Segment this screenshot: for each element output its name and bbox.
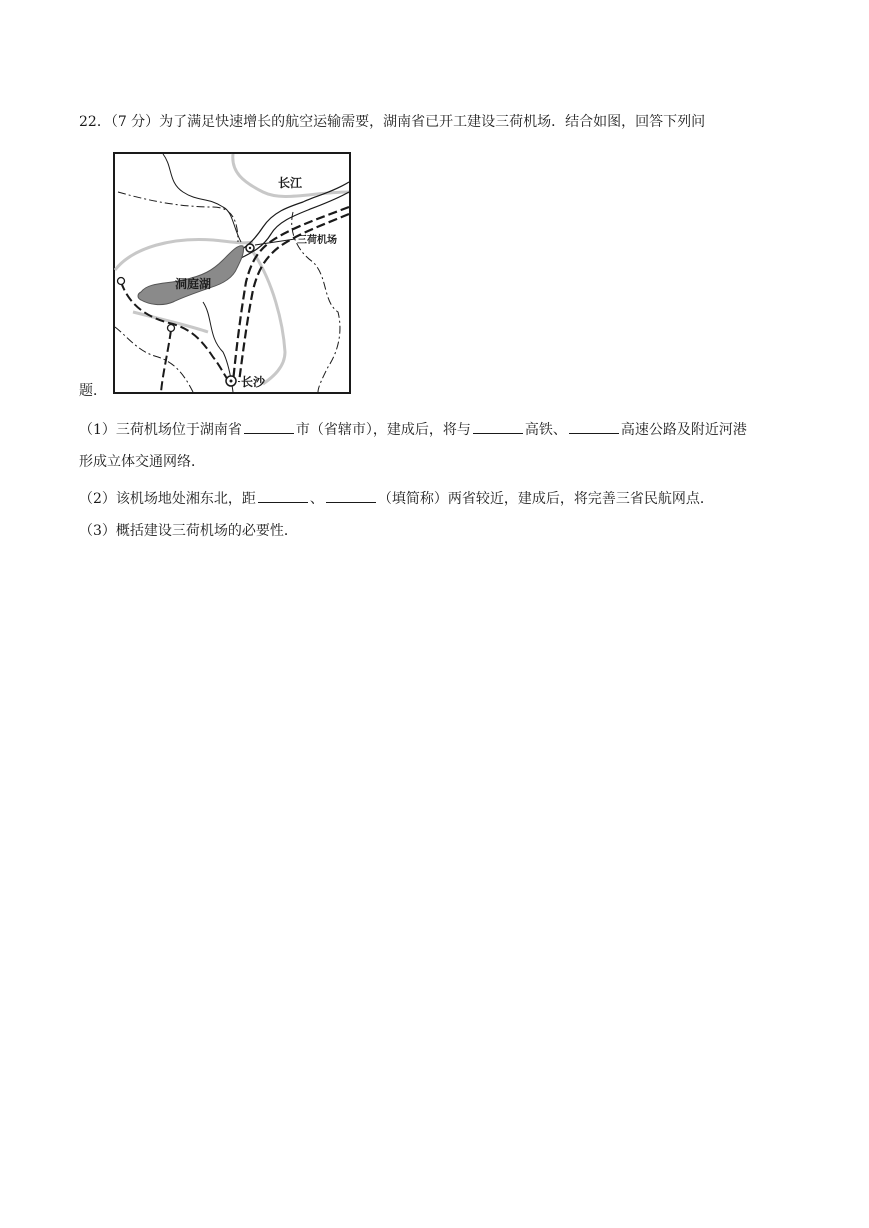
- label-yangtze: 长江: [278, 176, 303, 190]
- map-figure: [113, 152, 351, 394]
- question-intro: （7 分）为了满足快速增长的航空运输需要，湖南省已开工建设三荷机场．结合如图，回答下列问: [110, 114, 706, 130]
- answer-blank-province-1[interactable]: [258, 488, 308, 503]
- city-marker-mid: [168, 325, 175, 332]
- answer-blank-highway[interactable]: [569, 419, 619, 434]
- answer-blank-city[interactable]: [244, 419, 294, 434]
- question-intro-tail: 题．: [79, 383, 107, 399]
- answer-blank-province-2[interactable]: [326, 488, 376, 503]
- subquestion-1: （1）三荷机场位于湖南省 市（省辖市），建成后，将与 高铁、 高速公路及附近河港: [79, 419, 747, 440]
- subquestion-3: （3）概括建设三荷机场的必要性．: [79, 523, 298, 539]
- label-airport: 三荷机场: [297, 235, 337, 246]
- map-svg: [113, 152, 351, 394]
- question-number: 22．: [79, 114, 111, 130]
- answer-blank-rail[interactable]: [473, 419, 523, 434]
- label-lake: 洞庭湖: [175, 277, 212, 291]
- subquestion-1-line2: 形成立体交通网络．: [79, 454, 205, 470]
- label-changsha: 长沙: [241, 375, 266, 389]
- city-marker-west: [118, 278, 125, 285]
- question-header: [79, 112, 705, 132]
- subquestion-2: （2）该机场地处湘东北，距 、 （填简称）两省较近，建成后，将完善三省民航网点．: [79, 488, 714, 509]
